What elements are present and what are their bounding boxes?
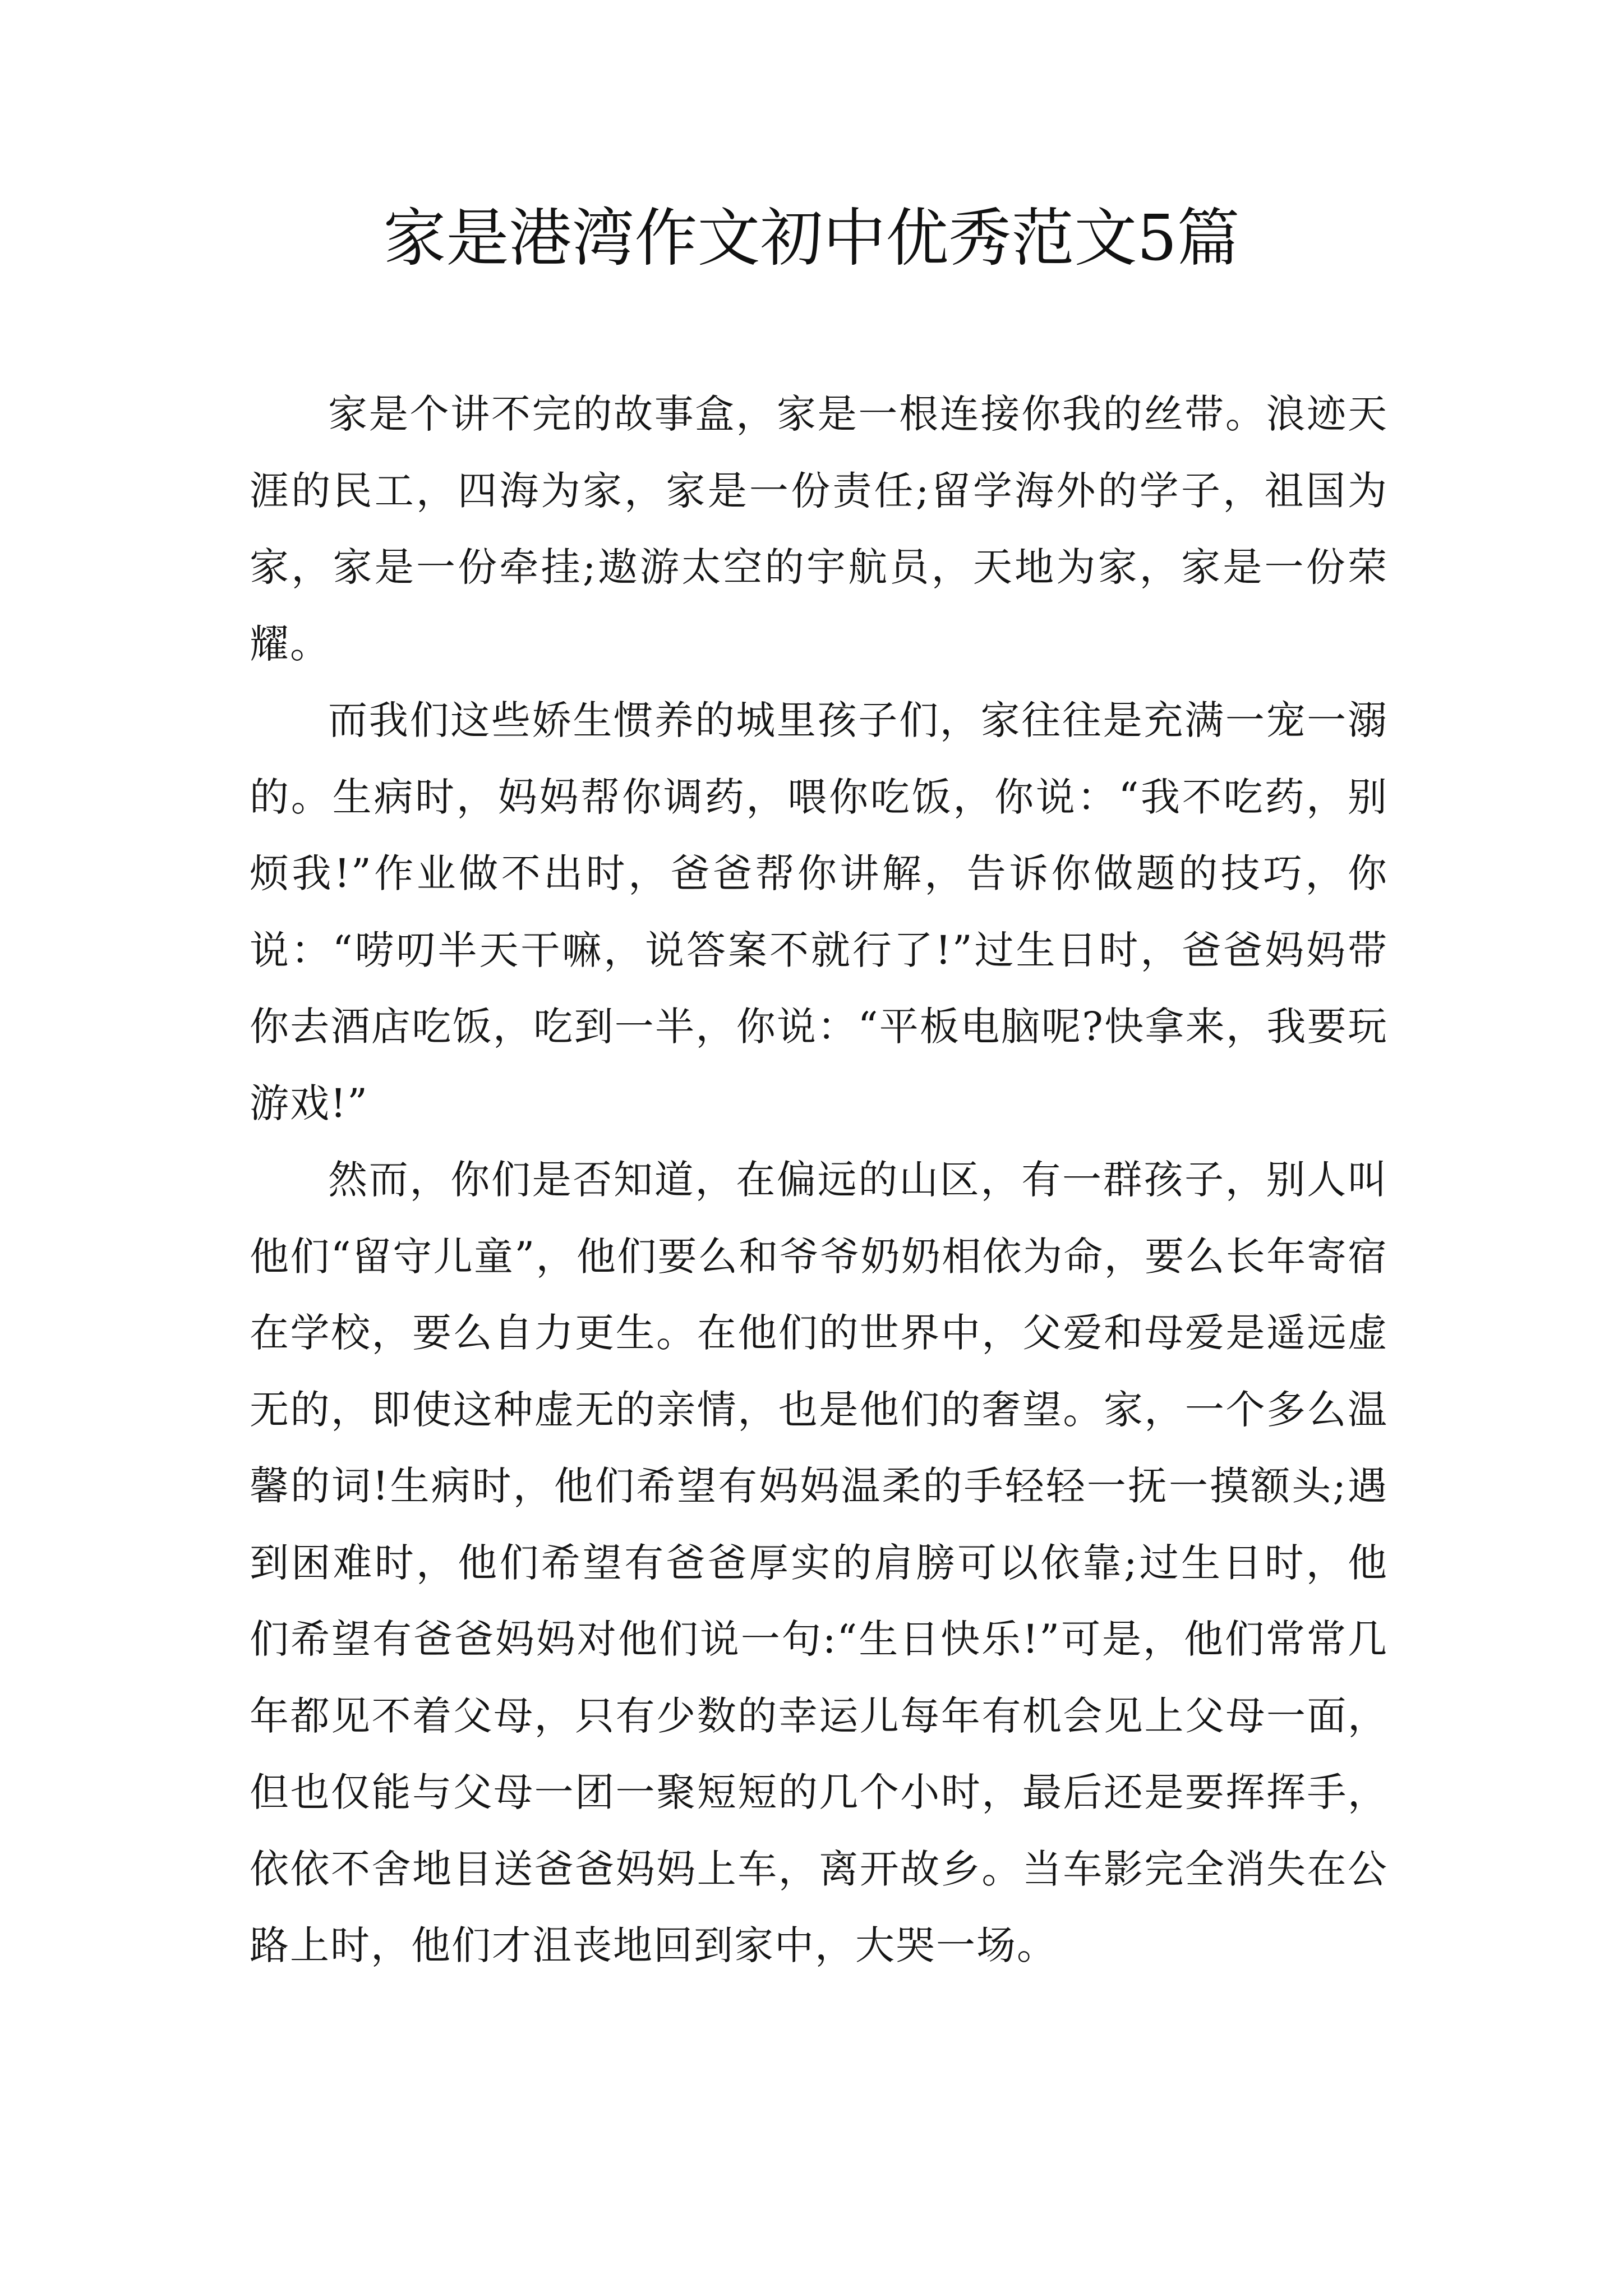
document-body (250, 376, 1388, 1984)
paragraph: 然而，你们是否知道，在偏远的山区，有一群孩子，别人叫他们“留守儿童”，他们要么和爷爷奶奶相依为命，要么长年寄宿在学校，要么自力更生。在他们的世界中，父爱和母爱是遥远虚无的，即使这种虚无的亲情，也是他们的奢望。家，一个多么温馨的词!生病时，他们希望有妈妈温柔的手轻轻一抚一摸额头;遇到困难时，他们希望有爸爸厚实的肩膀可以依靠;过生日时，他们希望有爸爸妈妈对他们说一句:“生日快乐!”可是，他们常常几年都见不着父母，只有少数的幸运儿每年有机会见上父母一面，但也仅能与父母一团一聚短短的几个小时，最后还是要挥挥手，依依不舍地目送爸爸妈妈上车，离开故乡。当车影完全消失在公路上时，他们才沮丧地回到家中，大哭一场。 (250, 1157, 1388, 1968)
paragraph: 而我们这些娇生惯养的城里孩子们，家往往是充满一宠一溺的。生病时，妈妈帮你调药，喂你吃饭，你说：“我不吃药，别烦我!”作业做不出时，爸爸帮你讲解，告诉你做题的技巧，你说：“唠叨半天干嘛，说答案不就行了!”过生日时，爸爸妈妈带你去酒店吃饭，吃到一半，你说：“平板电脑呢?快拿来，我要玩游戏!” (250, 697, 1388, 1126)
paragraph: 家是个讲不完的故事盒，家是一根连接你我的丝带。浪迹天涯的民工，四海为家，家是一份责任;留学海外的学子，祖国为家，家是一份牵挂;遨游太空的宇航员，天地为家，家是一份荣耀。 (250, 391, 1388, 667)
document-title: 家是港湾作文初中优秀范文5篇 (383, 202, 1240, 275)
